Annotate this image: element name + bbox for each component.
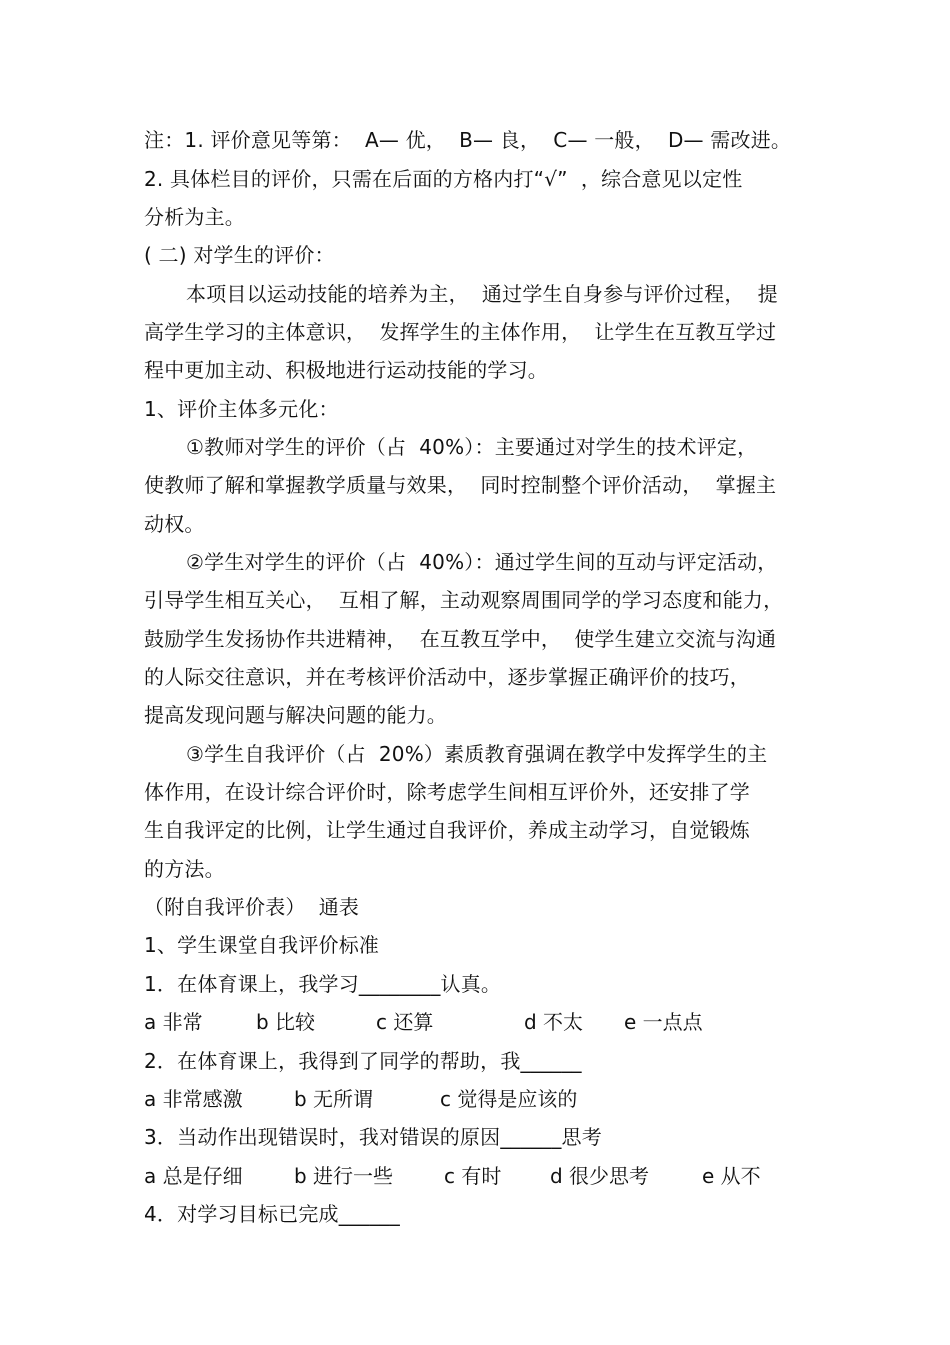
paragraph-intro-line-2: 高学生学习的主体意识， 发挥学生的主体作用， 让学生在互教互学过 [144, 320, 777, 344]
question-3: 3．当动作出现错误时，我对错误的原因______思考 [144, 1125, 602, 1149]
subheading-diverse-evaluators: 1、评价主体多元化： [144, 397, 339, 421]
option-item: e 一点点 [624, 1010, 703, 1034]
self-evaluation-line-1: ③学生自我评价（占 20%）素质教育强调在教学中发挥学生的主 [186, 742, 768, 766]
option-item: b 进行一些 [294, 1164, 394, 1188]
option-item: a 非常感激 [144, 1087, 243, 1111]
paragraph-intro-line-3: 程中更加主动、积极地进行运动技能的学习。 [144, 358, 548, 382]
self-evaluation-line-4: 的方法。 [144, 857, 225, 881]
question-4: 4．对学习目标已完成______ [144, 1202, 400, 1226]
option-item: c 觉得是应该的 [440, 1087, 578, 1111]
note-checkbox-instruction: 2. 具体栏目的评价，只需在后面的方格内打“√” ，综合意见以定性 [144, 167, 743, 191]
question-1-options [144, 1009, 784, 1035]
option-item: c 有时 [444, 1164, 502, 1188]
appendix-label: （附自我评价表） 通表 [144, 895, 360, 919]
teacher-evaluation-line-1: ①教师对学生的评价（占 40%）：主要通过对学生的技术评定， [186, 435, 758, 459]
peer-evaluation-line-5: 提高发现问题与解决问题的能力。 [144, 703, 447, 727]
option-item: a 总是仔细 [144, 1164, 243, 1188]
question-3-options [144, 1163, 804, 1189]
option-item: a 非常 [144, 1010, 203, 1034]
paragraph-intro-line-1: 本项目以运动技能的培养为主， 通过学生自身参与评价过程， 提 [186, 282, 778, 306]
note-grading-levels: 注：1. 评价意见等第： A— 优， B— 良， C— 一般， D— 需改进。 [144, 128, 792, 152]
self-evaluation-line-2: 体作用，在设计综合评价时，除考虑学生间相互评价外，还安排了学 [144, 780, 750, 804]
peer-evaluation-line-3: 鼓励学生发扬协作共进精神， 在互教互学中， 使学生建立交流与沟通 [144, 627, 777, 651]
option-item: e 从不 [702, 1164, 761, 1188]
teacher-evaluation-line-2: 使教师了解和掌握教学质量与效果， 同时控制整个评价活动， 掌握主 [144, 473, 777, 497]
self-evaluation-standard-heading: 1、学生课堂自我评价标准 [144, 933, 380, 957]
peer-evaluation-line-1: ②学生对学生的评价（占 40%）：通过学生间的互动与评定活动， [186, 550, 778, 574]
teacher-evaluation-line-3: 动权。 [144, 512, 205, 536]
option-item: c 还算 [376, 1010, 434, 1034]
self-evaluation-line-3: 生自我评定的比例，让学生通过自我评价，养成主动学习，自觉锻炼 [144, 818, 750, 842]
peer-evaluation-line-2: 引导学生相互关心， 互相了解，主动观察周围同学的学习态度和能力， [144, 588, 784, 612]
section-heading-student-evaluation: ( 二) 对学生的评价： [144, 243, 335, 267]
question-2-options [144, 1086, 784, 1112]
option-item: d 很少思考 [550, 1164, 650, 1188]
option-item: b 比较 [256, 1010, 316, 1034]
question-1: 1．在体育课上，我学习________认真。 [144, 972, 502, 996]
question-2: 2．在体育课上，我得到了同学的帮助，我______ [144, 1049, 582, 1073]
note-checkbox-instruction-cont: 分析为主。 [144, 205, 245, 229]
option-item: d 不太 [524, 1010, 584, 1034]
option-item: b 无所谓 [294, 1087, 374, 1111]
peer-evaluation-line-4: 的人际交往意识，并在考核评价活动中，逐步掌握正确评价的技巧， [144, 665, 750, 689]
